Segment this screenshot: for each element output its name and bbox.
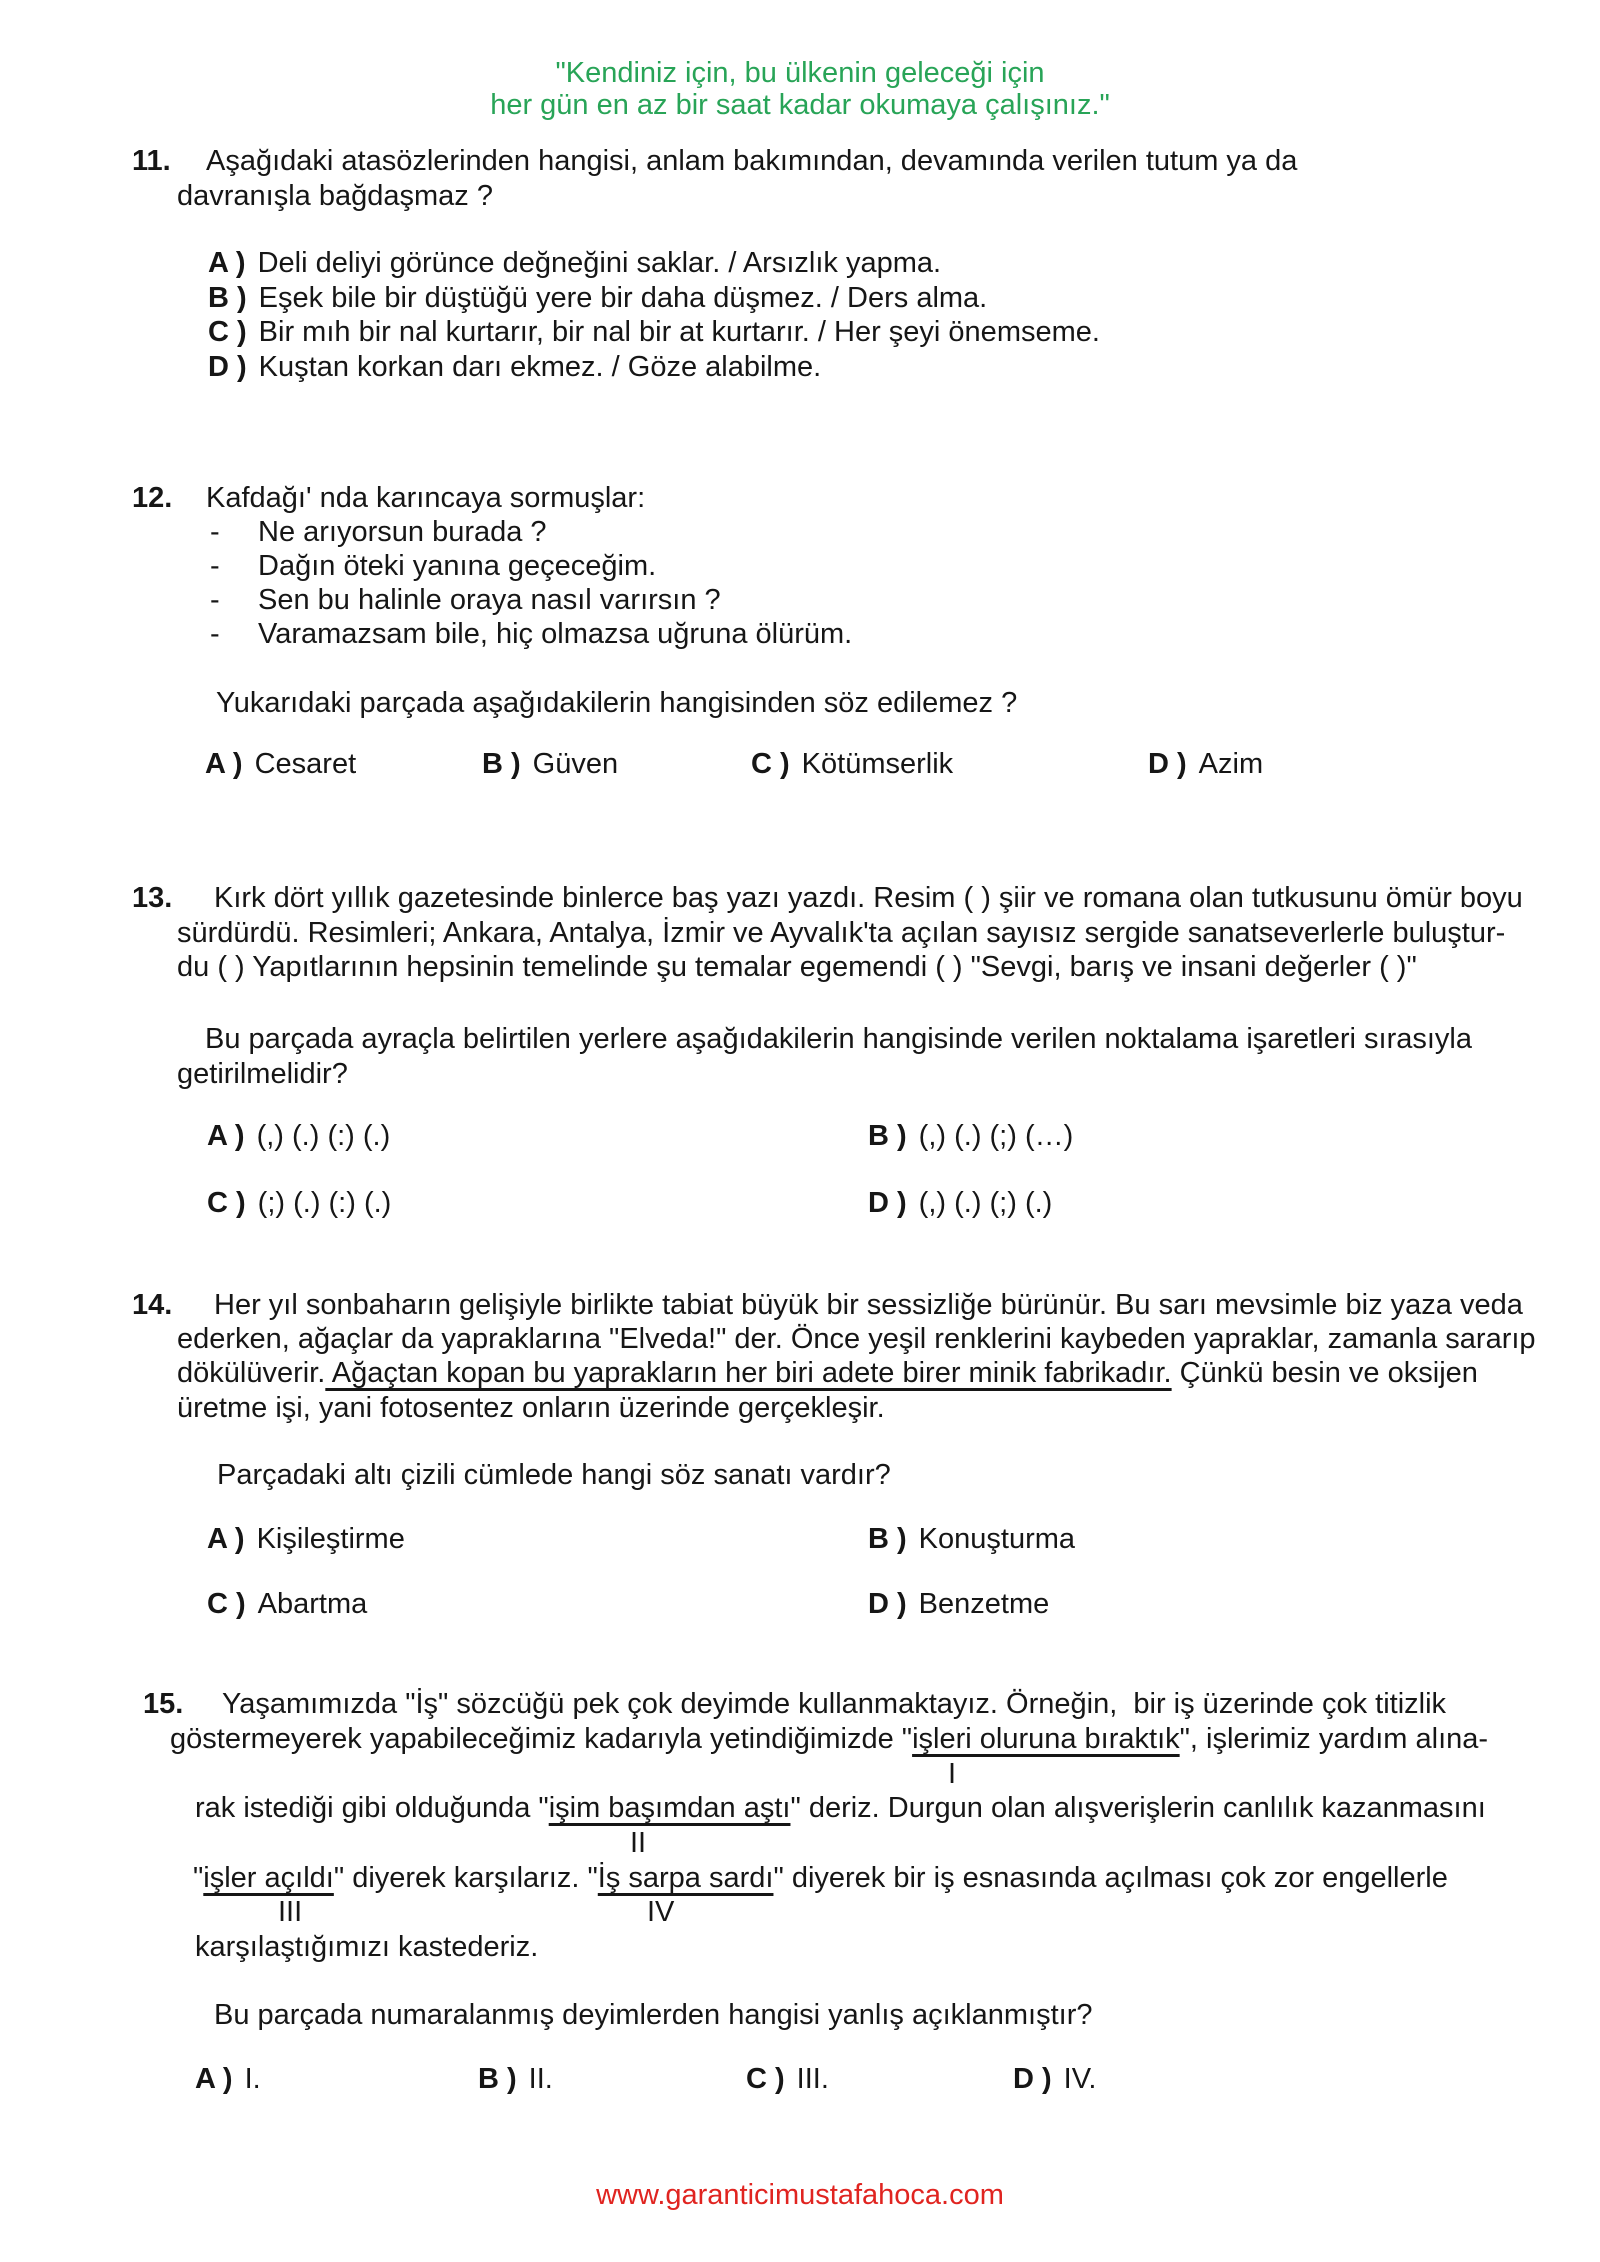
- q15-body-line-idiom-1: göstermeyerek yapabileceğimiz kadarıyla yetindiğimizde "işleri oluruna bıraktık", işlerimiz yardım alına-: [170, 1723, 1489, 1755]
- q12-dialogue-line: Ne arıyorsun burada ?: [258, 516, 547, 548]
- q15-number: 15.: [143, 1688, 184, 1720]
- option-label: D ): [1013, 2063, 1052, 2095]
- q12-option-c: [751, 747, 953, 782]
- option-label: A ): [195, 2063, 233, 2095]
- option-text: II.: [528, 2063, 553, 2095]
- option-label: C ): [746, 2063, 785, 2095]
- q11-option-c: [208, 315, 1100, 350]
- q12-option-a: [205, 747, 356, 782]
- q11-option-d: [208, 350, 821, 385]
- q15-marker-2: II: [630, 1827, 647, 1859]
- dialogue-dash: -: [210, 618, 220, 650]
- dialogue-dash: -: [210, 516, 220, 548]
- q15-marker-1: I: [948, 1758, 957, 1790]
- q11-option-b: [208, 281, 987, 316]
- q13-option-d: [868, 1186, 1052, 1221]
- option-text: Cesaret: [254, 748, 357, 780]
- q13-option-a: [207, 1119, 390, 1154]
- option-text: (,) (.) (:) (.): [256, 1120, 391, 1152]
- option-label: B ): [868, 1523, 907, 1555]
- option-label: B ): [868, 1120, 907, 1152]
- option-text: I.: [244, 2063, 261, 2095]
- q15-option-a: [195, 2062, 261, 2097]
- option-label: C ): [208, 316, 247, 348]
- q12-dialogue-line: Dağın öteki yanına geçeceğim.: [258, 550, 657, 582]
- option-label: A ): [207, 1523, 245, 1555]
- option-label: B ): [478, 2063, 517, 2095]
- q13-number: 13.: [132, 882, 173, 914]
- option-text: Kişileştirme: [256, 1523, 405, 1555]
- q15-marker-3: III: [278, 1896, 303, 1928]
- option-label: B ): [208, 282, 247, 314]
- dialogue-dash: -: [210, 584, 220, 616]
- q15-body-line: karşılaştığımızı kastederiz.: [195, 1931, 539, 1963]
- q14-body-line: Her yıl sonbaharın gelişiyle birlikte tabiat büyük bir sessizliğe bürünür. Bu sarı mevsimle biz yaza veda: [214, 1289, 1523, 1321]
- option-text: Abartma: [257, 1588, 368, 1620]
- option-label: D ): [868, 1588, 907, 1620]
- q11-body-line: Aşağıdaki atasözlerinden hangisi, anlam bakımından, devamında verilen tutum ya da: [206, 145, 1298, 177]
- q13-body-line: sürdürdü. Resimleri; Ankara, Antalya, İzmir ve Ayvalık'ta açılan sayısız sergide sanatseverlerle buluştur-: [177, 917, 1506, 949]
- option-text: (;) (.) (:) (.): [257, 1187, 392, 1219]
- q14-option-b: [868, 1522, 1075, 1557]
- option-text: Kuştan korkan darı ekmez. / Göze alabilme.: [258, 351, 822, 383]
- q11-body-line: davranışla bağdaşmaz ?: [177, 180, 493, 212]
- header-quote-line-2: her gün en az bir saat kadar okumaya çalışınız.": [490, 89, 1110, 121]
- q15-body-line-idiom-2: rak istediği gibi olduğunda "işim başımdan aştı" deriz. Durgun olan alışverişlerin canlılık kazanmasını: [195, 1792, 1486, 1824]
- option-text: Bir mıh bir nal kurtarır, bir nal bir at kurtarır. / Her şeyi önemseme.: [258, 316, 1100, 348]
- option-text: IV.: [1063, 2063, 1097, 2095]
- footer-url: www.garanticimustafahoca.com: [596, 2179, 1004, 2211]
- q12-option-b: [482, 747, 618, 782]
- q14-option-a: [207, 1522, 405, 1557]
- q14-option-d: [868, 1587, 1049, 1622]
- option-text: Deli deliyi görünce değneğini saklar. / Arsızlık yapma.: [257, 247, 942, 279]
- option-text: Güven: [532, 748, 619, 780]
- q13-body-line: du ( ) Yapıtlarının hepsinin temelinde şu temalar egemendi ( ) "Sevgi, barış ve insani değerler ( )": [177, 951, 1417, 983]
- option-label: B ): [482, 748, 521, 780]
- q15-option-b: [478, 2062, 553, 2097]
- q15-body-line: Yaşamımızda "İş" sözcüğü pek çok deyimde kullanmaktayız. Örneğin, bir iş üzerinde çok titizlik: [222, 1688, 1447, 1720]
- dialogue-dash: -: [210, 550, 220, 582]
- q14-option-c: [207, 1587, 367, 1622]
- q15-marker-4: IV: [647, 1896, 675, 1928]
- q13-option-c: [207, 1186, 391, 1221]
- option-label: D ): [1148, 748, 1187, 780]
- q13-stem-line: Bu parçada ayraçla belirtilen yerlere aşağıdakilerin hangisinde verilen noktalama işaretleri sırasıyla: [205, 1023, 1472, 1055]
- q11-number: 11.: [132, 145, 171, 177]
- q13-option-b: [868, 1119, 1073, 1154]
- option-text: Benzetme: [918, 1588, 1050, 1620]
- q15-stem: Bu parçada numaralanmış deyimlerden hangisi yanlış açıklanmıştır?: [214, 1999, 1093, 2031]
- q14-stem: Parçadaki altı çizili cümlede hangi söz sanatı vardır?: [217, 1459, 891, 1491]
- option-text: Kötümserlik: [801, 748, 954, 780]
- q12-stem: Yukarıdaki parçada aşağıdakilerin hangisinden söz edilemez ?: [216, 687, 1018, 719]
- q12-number: 12.: [132, 482, 173, 514]
- option-label: A ): [205, 748, 243, 780]
- q12-option-d: [1148, 747, 1263, 782]
- header-quote-line-1: "Kendiniz için, bu ülkenin geleceği için: [555, 57, 1045, 89]
- option-label: C ): [207, 1187, 246, 1219]
- q15-option-d: [1013, 2062, 1096, 2097]
- q15-option-c: [746, 2062, 829, 2097]
- option-label: A ): [207, 1120, 245, 1152]
- option-text: Eşek bile bir düştüğü yere bir daha düşmez. / Ders alma.: [258, 282, 988, 314]
- option-label: D ): [868, 1187, 907, 1219]
- option-label: D ): [208, 351, 247, 383]
- q12-dialogue-line: Sen bu halinle oraya nasıl varırsın ?: [258, 584, 721, 616]
- q14-body-line: üretme işi, yani fotosentez onların üzerinde gerçekleşir.: [177, 1392, 885, 1424]
- option-label: C ): [751, 748, 790, 780]
- q13-body-line: Kırk dört yıllık gazetesinde binlerce baş yazı yazdı. Resim ( ) şiir ve romana olan tutkusunu ömür boyu: [214, 882, 1523, 914]
- q12-intro: Kafdağı' nda karıncaya sormuşlar:: [206, 482, 646, 514]
- q11-option-a: [208, 246, 941, 281]
- option-text: III.: [796, 2063, 829, 2095]
- option-text: Konuşturma: [918, 1523, 1076, 1555]
- option-text: (,) (.) (;) (…): [918, 1120, 1074, 1152]
- option-text: Azim: [1198, 748, 1264, 780]
- option-label: C ): [207, 1588, 246, 1620]
- q14-body-line: ederken, ağaçlar da yapraklarına "Elveda!" der. Önce yeşil renklerini kaybeden yapraklar, zamanla sararıp: [177, 1323, 1536, 1355]
- option-label: A ): [208, 247, 246, 279]
- q13-stem-line: getirilmelidir?: [177, 1058, 348, 1090]
- q14-number: 14.: [132, 1289, 173, 1321]
- q12-dialogue-line: Varamazsam bile, hiç olmazsa uğruna ölürüm.: [258, 618, 853, 650]
- q15-body-line-idiom-3-4: "işler açıldı" diyerek karşılarız. "İş sarpa sardı" diyerek bir iş esnasında açılması çok zor engellerle: [193, 1862, 1448, 1894]
- option-text: (,) (.) (;) (.): [918, 1187, 1053, 1219]
- q14-body-line-underlined: dökülüverir. Ağaçtan kopan bu yaprakların her biri adete birer minik fabrikadır. Çünkü besin ve oksijen: [177, 1357, 1478, 1389]
